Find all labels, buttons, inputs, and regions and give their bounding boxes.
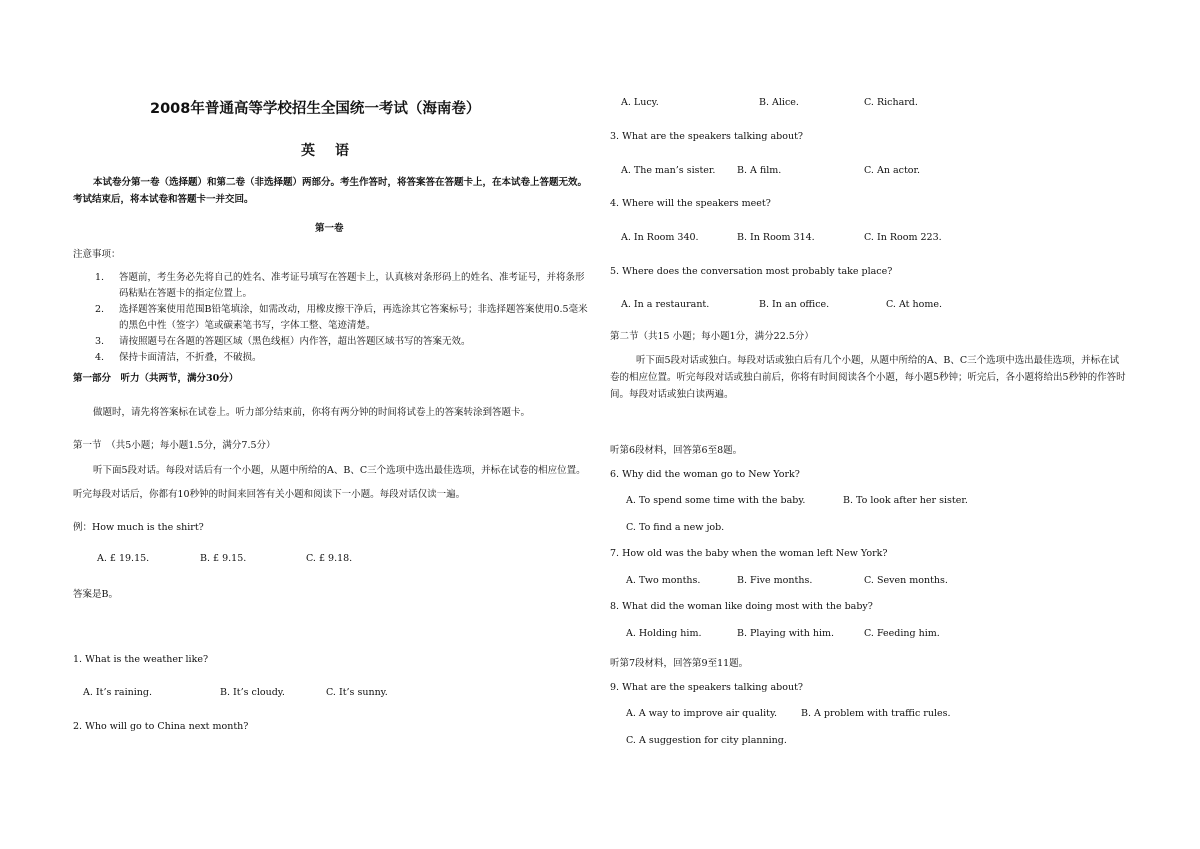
note-number: 4. <box>95 352 105 363</box>
note-number: 3. <box>95 336 105 347</box>
part1-instruction: 做题时，请先将答案标在试卷上。听力部分结束前，你将有两分钟的时间将试卷上的答案转涂到答题卡。 <box>93 407 531 418</box>
q2-option-a: A. Lucy. <box>621 97 659 108</box>
example-option-a: A. £ 19.15. <box>97 553 150 564</box>
question-8: 8. What did the woman like doing most with the baby? <box>610 601 873 612</box>
q9-option-a: A. A way to improve air quality. <box>626 708 778 719</box>
note-text: 保持卡面清洁，不折叠，不破损。 <box>119 352 262 363</box>
intro-paragraph: 本试卷分第一卷（选择题）和第二卷（非选择题）两部分。考生作答时，将答案答在答题卡上，在本试卷上答题无效。考试结束后，将本试卷和答题卡一并交回。 <box>73 177 588 205</box>
q3-option-b: B. A film. <box>737 165 782 176</box>
question-1: 1. What is the weather like? <box>73 654 209 665</box>
section1-heading: 第一节 （共5小题；每小题1.5分，满分7.5分） <box>73 440 276 451</box>
q5-option-a: A. In a restaurant. <box>621 299 710 310</box>
question-5: 5. Where does the conversation most probably take place? <box>610 266 893 277</box>
q2-option-b: B. Alice. <box>759 97 799 108</box>
question-2: 2. Who will go to China next month? <box>73 721 249 732</box>
q9-option-c: C. A suggestion for city planning. <box>626 735 787 746</box>
q3-option-a: A. The man’s sister. <box>621 165 716 176</box>
q8-option-b: B. Playing with him. <box>737 628 835 639</box>
q3-option-c: C. An actor. <box>864 165 921 176</box>
note-text: 请按照题号在各题的答题区域（黑色线框）内作答，超出答题区域书写的答案无效。 <box>119 336 471 347</box>
note-text: 答题前，考生务必先将自己的姓名、准考证号填写在答题卡上，认真核对条形码上的姓名、准考证号，并将条形码粘贴在答题卡的指定位置上。 <box>119 272 585 299</box>
section2-heading: 第二节（共15 小题；每小题1分，满分22.5分） <box>610 331 814 342</box>
note-text: 选择题答案使用范围B铅笔填涂，如需改动，用橡皮擦干净后，再选涂其它答案标号；非选择题答案使用0.5毫米的黑色中性（签字）笔或碳素笔书写，字体工整、笔迹清楚。 <box>119 304 588 331</box>
q4-option-a: A. In Room 340. <box>621 232 699 243</box>
question-7: 7. How old was the baby when the woman left New York? <box>610 548 888 559</box>
note-item <box>95 302 591 334</box>
q5-option-c: C. At home. <box>886 299 942 310</box>
example-answer: 答案是B。 <box>73 589 118 600</box>
question-4: 4. Where will the speakers meet? <box>610 198 771 209</box>
q6-option-a: A. To spend some time with the baby. <box>626 495 806 506</box>
q1-option-b: B. It’s cloudy. <box>220 687 285 698</box>
q1-option-c: C. It’s sunny. <box>326 687 388 698</box>
q7-option-b: B. Five months. <box>737 575 813 586</box>
example-option-b: B. £ 9.15. <box>200 553 247 564</box>
q1-option-a: A. It’s raining. <box>83 687 153 698</box>
example-option-c: C. £ 9.18. <box>306 553 353 564</box>
section1-instruction: 听下面5段对话。每段对话后有一个小题，从题中所给的A、B、C三个选项中选出最佳选项，并标在试卷的相应位置。听完每段对话后，你都有10秒钟的时间来回答有关小题和阅读下一小题。每段对话仅读一遍。 <box>73 465 586 500</box>
material-6: 听第6段材料，回答第6至8题。 <box>610 445 743 456</box>
q7-option-c: C. Seven months. <box>864 575 948 586</box>
question-6: 6. Why did the woman go to New York? <box>610 469 800 480</box>
q4-option-c: C. In Room 223. <box>864 232 942 243</box>
note-item <box>95 270 591 302</box>
notes-label: 注意事项： <box>73 249 121 260</box>
example-question: 例：How much is the shirt? <box>73 522 204 533</box>
volume-heading: 第一卷 <box>315 223 344 234</box>
subject-title: 英语 <box>301 143 369 159</box>
exam-title: 2008年普通高等学校招生全国统一考试（海南卷） <box>150 101 481 117</box>
part1-heading: 第一部分 听力（共两节，满分30分） <box>73 373 239 384</box>
question-3: 3. What are the speakers talking about? <box>610 131 803 142</box>
q2-option-c: C. Richard. <box>864 97 918 108</box>
note-item <box>95 350 591 366</box>
q4-option-b: B. In Room 314. <box>737 232 815 243</box>
note-item <box>95 334 591 350</box>
q7-option-a: A. Two months. <box>626 575 701 586</box>
material-7: 听第7段材料，回答第9至11题。 <box>610 658 749 669</box>
q8-option-c: C. Feeding him. <box>864 628 940 639</box>
question-9: 9. What are the speakers talking about? <box>610 682 803 693</box>
q6-option-b: B. To look after her sister. <box>843 495 968 506</box>
note-number: 2. <box>95 304 105 315</box>
q8-option-a: A. Holding him. <box>626 628 702 639</box>
notes-list <box>95 270 591 366</box>
note-number: 1. <box>95 272 105 283</box>
q9-option-b: B. A problem with traffic rules. <box>801 708 951 719</box>
section2-instruction: 听下面5段对话或独白。每段对话或独白后有几个小题，从题中所给的A、B、C三个选项中选出最佳选项，并标在试卷的相应位置。听完每段对话或独白前后，你将有时间阅读各个小题，每小题5秒钟；听完后，各小题将给出5秒钟的作答时间。每段对话或独白读两遍。 <box>610 355 1126 400</box>
q5-option-b: B. In an office. <box>759 299 830 310</box>
q6-option-c: C. To find a new job. <box>626 522 725 533</box>
